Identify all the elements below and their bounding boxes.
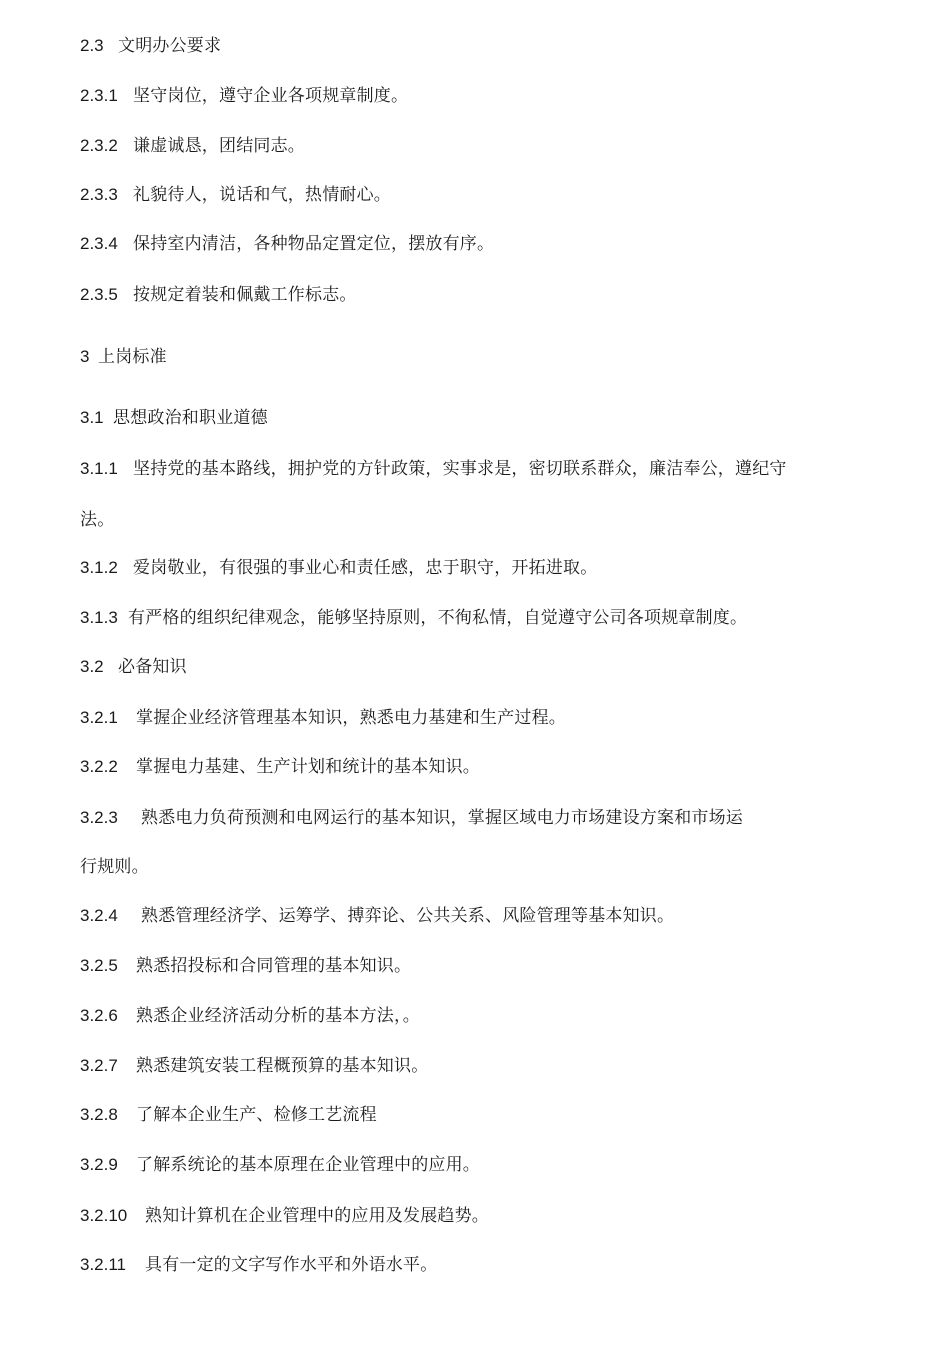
paragraph-3-2-7 bbox=[80, 1055, 428, 1077]
section-number: 2.3.5 bbox=[80, 285, 118, 304]
paragraph-text: 法。 bbox=[80, 510, 115, 530]
section-number: 3.2.9 bbox=[80, 1155, 118, 1174]
section-number: 2.3.3 bbox=[80, 185, 118, 204]
section-number: 3.2.6 bbox=[80, 1006, 118, 1025]
paragraph-text: 礼貌待人，说话和气，热情耐心。 bbox=[133, 185, 391, 205]
paragraph-3-1-3 bbox=[80, 607, 747, 629]
heading-3-2 bbox=[80, 656, 187, 678]
paragraph-3-2-3 bbox=[80, 807, 743, 829]
paragraph-text: 有严格的组织纪律观念，能够坚持原则，不徇私情，自觉遵守公司各项规章制度。 bbox=[128, 608, 748, 628]
section-number: 3.1.1 bbox=[80, 459, 118, 478]
section-title: 思想政治和职业道德 bbox=[113, 408, 268, 428]
paragraph-2-3-5 bbox=[80, 284, 357, 306]
section-number: 3 bbox=[80, 347, 90, 366]
paragraph-3-1-1 bbox=[80, 458, 787, 480]
heading-3-1 bbox=[80, 407, 268, 429]
paragraph-text: 爱岗敬业，有很强的事业心和责任感，忠于职守，开拓进取。 bbox=[133, 558, 598, 578]
section-number: 3.1.2 bbox=[80, 558, 118, 577]
paragraph-3-2-2 bbox=[80, 756, 480, 778]
section-number: 3.2.7 bbox=[80, 1056, 118, 1075]
section-number: 2.3.1 bbox=[80, 86, 118, 105]
paragraph-text: 具有一定的文字写作水平和外语水平。 bbox=[145, 1255, 438, 1275]
heading-2-3 bbox=[80, 35, 221, 57]
paragraph-3-2-11 bbox=[80, 1254, 437, 1276]
paragraph-2-3-4 bbox=[80, 233, 494, 255]
section-number: 3.1 bbox=[80, 408, 104, 427]
paragraph-3-2-5 bbox=[80, 955, 411, 977]
paragraph-3-2-10 bbox=[80, 1205, 489, 1227]
paragraph-text: 了解系统论的基本原理在企业管理中的应用。 bbox=[136, 1155, 480, 1175]
section-number: 3.2.8 bbox=[80, 1105, 118, 1124]
paragraph-3-1-2 bbox=[80, 557, 597, 579]
paragraph-3-2-6 bbox=[80, 1005, 420, 1027]
section-title: 必备知识 bbox=[118, 657, 187, 677]
paragraph-3-2-1 bbox=[80, 707, 566, 729]
paragraph-text: 熟悉企业经济活动分析的基本方法，。 bbox=[136, 1006, 420, 1026]
section-title: 文明办公要求 bbox=[118, 36, 222, 56]
paragraph-text: 了解本企业生产、检修工艺流程 bbox=[136, 1105, 377, 1125]
paragraph-text: 坚守岗位，遵守企业各项规章制度。 bbox=[133, 86, 409, 106]
paragraph-2-3-2 bbox=[80, 135, 305, 157]
section-title: 上岗标准 bbox=[98, 347, 167, 367]
paragraph-text: 坚持党的基本路线，拥护党的方针政策，实事求是，密切联系群众，廉洁奉公，遵纪守 bbox=[133, 459, 787, 479]
paragraph-text: 谦虚诚恳，团结同志。 bbox=[133, 136, 305, 156]
section-number: 3.2.2 bbox=[80, 757, 118, 776]
paragraph-text: 熟悉招投标和合同管理的基本知识。 bbox=[136, 956, 412, 976]
section-number: 3.2.1 bbox=[80, 708, 118, 727]
section-number: 3.2.11 bbox=[80, 1255, 127, 1274]
section-number: 3.2.3 bbox=[80, 808, 118, 827]
paragraph-text: 保持室内清洁，各种物品定置定位，摆放有序。 bbox=[133, 234, 495, 254]
paragraph-3-2-3-continued bbox=[80, 856, 149, 878]
heading-3 bbox=[80, 346, 167, 368]
section-number: 3.2.4 bbox=[80, 906, 118, 925]
paragraph-text: 熟悉管理经济学、运筹学、搏弈论、公共关系、风险管理等基本知识。 bbox=[141, 906, 675, 926]
paragraph-text: 熟知计算机在企业管理中的应用及发展趋势。 bbox=[145, 1206, 489, 1226]
paragraph-2-3-1 bbox=[80, 85, 408, 107]
section-number: 3.1.3 bbox=[80, 608, 118, 627]
section-number: 2.3 bbox=[80, 36, 104, 55]
paragraph-3-1-1-continued bbox=[80, 509, 114, 531]
paragraph-2-3-3 bbox=[80, 184, 391, 206]
section-number: 2.3.2 bbox=[80, 136, 118, 155]
paragraph-text: 熟悉建筑安装工程概预算的基本知识。 bbox=[136, 1056, 429, 1076]
paragraph-text: 按规定着装和佩戴工作标志。 bbox=[133, 285, 357, 305]
paragraph-3-2-9 bbox=[80, 1154, 480, 1176]
paragraph-text: 熟悉电力负荷预测和电网运行的基本知识，掌握区域电力市场建设方案和市场运 bbox=[141, 808, 743, 828]
paragraph-text: 行规则。 bbox=[80, 857, 149, 877]
section-number: 2.3.4 bbox=[80, 234, 118, 253]
section-number: 3.2.10 bbox=[80, 1206, 128, 1225]
section-number: 3.2 bbox=[80, 657, 104, 676]
paragraph-text: 掌握企业经济管理基本知识，熟悉电力基建和生产过程。 bbox=[136, 708, 566, 728]
section-number: 3.2.5 bbox=[80, 956, 118, 975]
paragraph-3-2-4 bbox=[80, 905, 674, 927]
paragraph-text: 掌握电力基建、生产计划和统计的基本知识。 bbox=[136, 757, 480, 777]
paragraph-3-2-8 bbox=[80, 1104, 377, 1126]
